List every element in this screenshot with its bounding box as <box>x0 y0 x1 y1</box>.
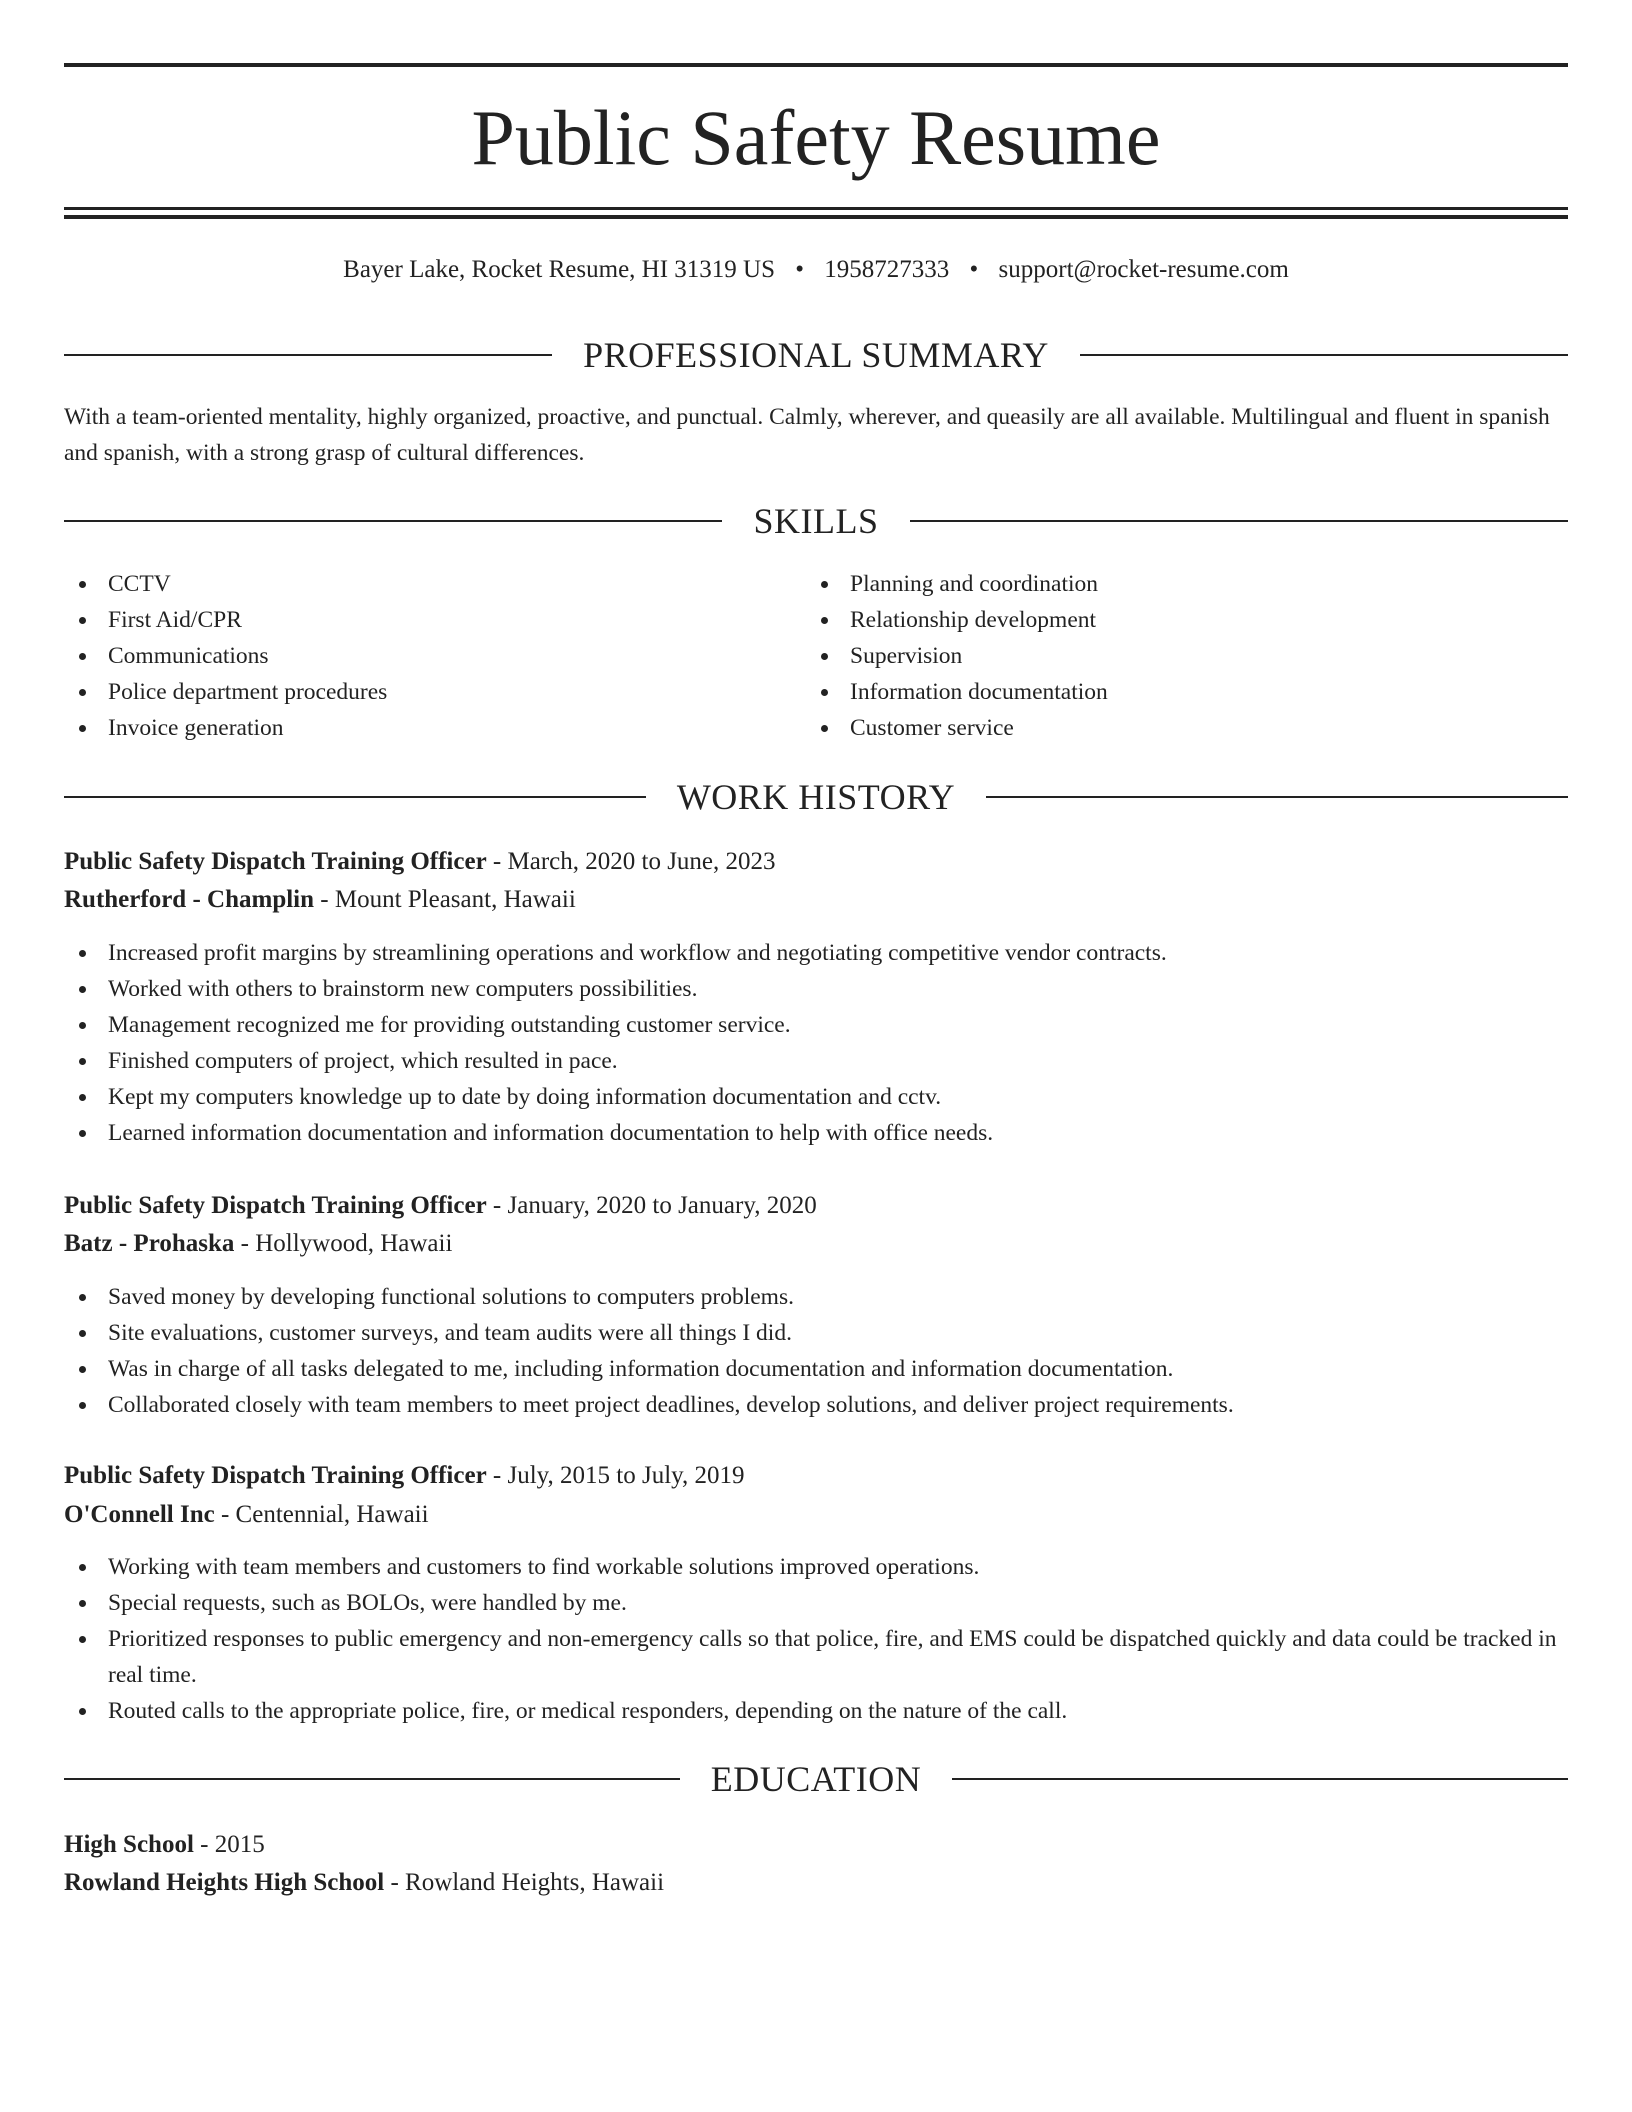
job-duty: Kept my computers knowledge up to date by doing information documentation and cctv. <box>64 1079 1568 1115</box>
job-location: - Mount Pleasant, Hawaii <box>314 886 576 913</box>
section-header-work <box>64 775 1568 819</box>
job-dates: - January, 2020 to January, 2020 <box>486 1192 817 1219</box>
skill-item: Communications <box>64 638 804 674</box>
job-duty: Worked with others to brainstorm new computers possibilities. <box>64 971 1568 1007</box>
education-degree-line <box>64 1826 1568 1864</box>
job-duty: Increased profit margins by streamlining operations and workflow and negotiating competitive vendor contracts. <box>64 935 1568 971</box>
section-header-summary <box>64 333 1568 377</box>
section-title: EDUCATION <box>710 1759 922 1799</box>
job-company-line <box>64 1496 1568 1534</box>
job-duty: Management recognized me for providing outstanding customer service. <box>64 1007 1568 1043</box>
job-company-line <box>64 881 1568 919</box>
skill-item: Relationship development <box>806 602 1546 638</box>
section-rule-right <box>1080 354 1568 356</box>
education-location: - Rowland Heights, Hawaii <box>384 1869 665 1896</box>
job-title: Public Safety Dispatch Training Officer <box>64 1462 487 1489</box>
job-duty: Learned information documentation and information documentation to help with office needs. <box>64 1115 1568 1151</box>
skill-item: Information documentation <box>806 674 1546 710</box>
job-duty: Routed calls to the appropriate police, fire, or medical responders, depending on the nature of the call. <box>64 1693 1568 1729</box>
skill-item: Invoice generation <box>64 710 804 746</box>
job-company: Batz - Prohaska <box>64 1230 235 1257</box>
section-title: WORK HISTORY <box>676 777 956 817</box>
section-title: PROFESSIONAL SUMMARY <box>583 335 1049 375</box>
title-rule-upper <box>64 207 1568 210</box>
skill-item: First Aid/CPR <box>64 602 804 638</box>
job-duty: Collaborated closely with team members to meet project deadlines, develop solutions, and deliver project requirements. <box>64 1387 1568 1423</box>
job-duties-list <box>64 1279 1568 1423</box>
contact-address: Bayer Lake, Rocket Resume, HI 31319 US <box>343 256 776 283</box>
education-school: Rowland Heights High School <box>64 1869 385 1896</box>
summary-text: With a team-oriented mentality, highly organized, proactive, and punctual. Calmly, wherever, and queasily are all available. Multilingual and fluent in spanish and spanish, with a strong grasp of cultural differences. <box>64 404 1550 466</box>
job-company: Rutherford - Champlin <box>64 886 315 913</box>
section-title: SKILLS <box>753 501 879 541</box>
job-title-line <box>64 1457 1568 1495</box>
contact-email: support@rocket-resume.com <box>998 256 1289 283</box>
section-rule-right <box>910 520 1568 522</box>
job-company: O'Connell Inc <box>64 1501 215 1528</box>
education-school-line <box>64 1864 1568 1902</box>
skills-list-left <box>64 566 804 746</box>
contact-phone: 1958727333 <box>824 256 950 283</box>
education-year: - 2015 <box>193 1831 265 1858</box>
job-title-line <box>64 843 1568 881</box>
job-location: - Hollywood, Hawaii <box>234 1230 453 1257</box>
resume-title: Public Safety Resume <box>471 94 1161 181</box>
section-rule-right <box>986 796 1568 798</box>
job-duty: Saved money by developing functional solutions to computers problems. <box>64 1279 1568 1315</box>
job-company-line <box>64 1225 1568 1263</box>
job-title: Public Safety Dispatch Training Officer <box>64 1192 487 1219</box>
skills-list-right <box>806 566 1546 746</box>
job-duty: Prioritized responses to public emergency and non-emergency calls so that police, fire, and EMS could be dispatched quickly and data could be tracked in real time. <box>64 1621 1568 1693</box>
contact-line <box>64 252 1568 288</box>
job-title-line <box>64 1187 1568 1225</box>
skill-item: Customer service <box>806 710 1546 746</box>
skill-item: Police department procedures <box>64 674 804 710</box>
job-dates: - July, 2015 to July, 2019 <box>486 1462 745 1489</box>
top-rule <box>64 63 1568 67</box>
job-dates: - March, 2020 to June, 2023 <box>486 848 776 875</box>
contact-separator: • <box>795 256 805 283</box>
skill-item: Planning and coordination <box>806 566 1546 602</box>
job-duty: Finished computers of project, which resulted in pace. <box>64 1043 1568 1079</box>
skill-item: CCTV <box>64 566 804 602</box>
job-duty: Site evaluations, customer surveys, and team audits were all things I did. <box>64 1315 1568 1351</box>
job-title: Public Safety Dispatch Training Officer <box>64 848 487 875</box>
job-duty: Was in charge of all tasks delegated to me, including information documentation and information documentation. <box>64 1351 1568 1387</box>
title-rule-lower <box>64 215 1568 219</box>
education-degree: High School <box>64 1831 194 1858</box>
job-duties-list <box>64 1549 1568 1729</box>
job-duty: Working with team members and customers to find workable solutions improved operations. <box>64 1549 1568 1585</box>
section-rule-right <box>952 1778 1568 1780</box>
job-duties-list <box>64 935 1568 1151</box>
skill-item: Supervision <box>806 638 1546 674</box>
section-header-education <box>64 1757 1568 1801</box>
section-header-skills <box>64 499 1568 543</box>
contact-separator: • <box>969 256 979 283</box>
job-location: - Centennial, Hawaii <box>214 1501 429 1528</box>
job-duty: Special requests, such as BOLOs, were handled by me. <box>64 1585 1568 1621</box>
